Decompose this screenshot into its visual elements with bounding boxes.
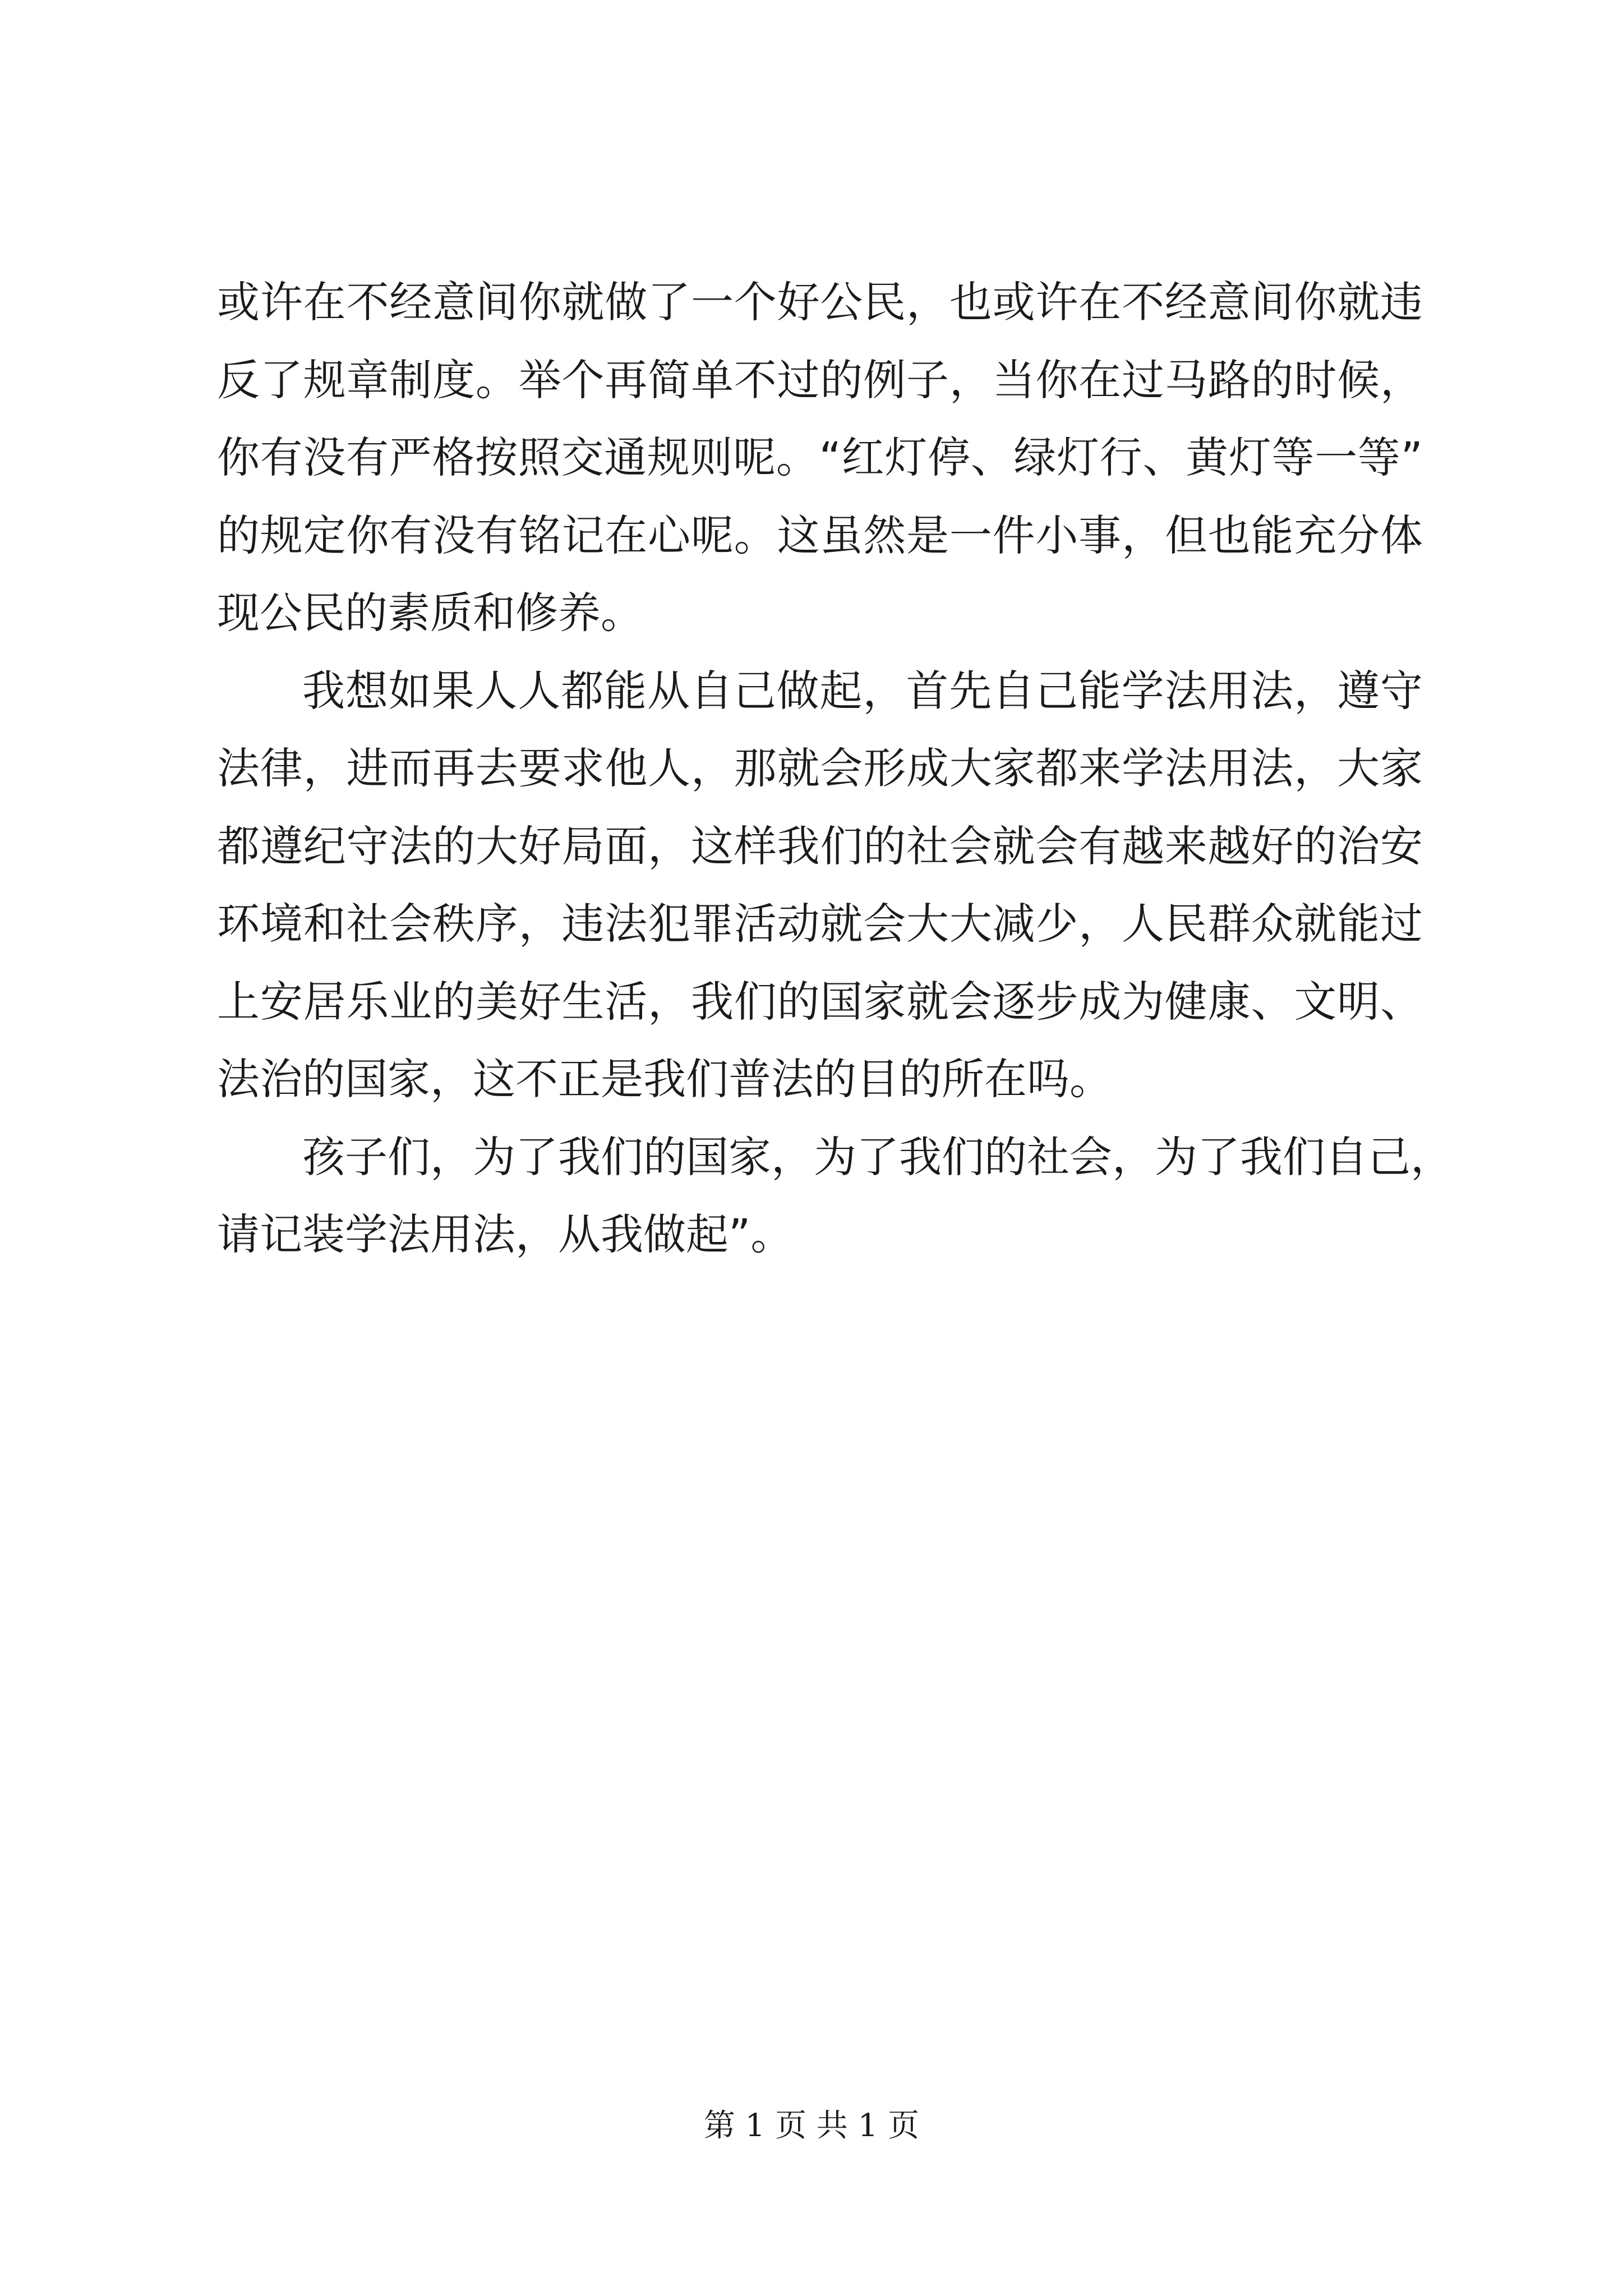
paragraph-line: 环境和社会秩序，违法犯罪活动就会大大减少，人民群众就能过 (217, 899, 1423, 949)
paragraph-line: 反了规章制度。举个再简单不过的例子，当你在过马路的时候， (217, 355, 1423, 405)
paragraph-line: 现公民的素质和修养。 (217, 588, 643, 638)
paragraph-line: 你有没有严格按照交通规则呢。“红灯停、绿灯行、黄灯等一等” (217, 432, 1423, 482)
paragraph-line: 或许在不经意间你就做了一个好公民，也或许在不经意间你就违 (217, 277, 1423, 327)
paragraph-line: 我想如果人人都能从自己做起，首先自己能学法用法，遵守 (302, 665, 1423, 716)
paragraph-line: 都遵纪守法的大好局面，这样我们的社会就会有越来越好的治安 (217, 821, 1423, 871)
page-footer: 第 1 页 共 1 页 (703, 2108, 920, 2144)
paragraph-1 (217, 264, 1423, 652)
paragraph-line: 法治的国家，这不正是我们普法的目的所在吗。 (217, 1054, 1112, 1104)
paragraph-line: 上安居乐业的美好生活，我们的国家就会逐步成为健康、文明、 (217, 976, 1423, 1027)
document-body (217, 264, 1453, 1274)
paragraph-line: 的规定你有没有铭记在心呢。这虽然是一件小事，但也能充分体 (217, 510, 1423, 560)
paragraph-line: 孩子们，为了我们的国家，为了我们的社会，为了我们自己， (302, 1131, 1453, 1182)
paragraph-line: 法律，进而再去要求他人，那就会形成大家都来学法用法，大家 (217, 743, 1423, 793)
paragraph-line: 请记装学法用法，从我做起”。 (217, 1209, 794, 1259)
paragraph-3 (217, 1119, 1453, 1274)
paragraph-2 (217, 652, 1423, 1119)
